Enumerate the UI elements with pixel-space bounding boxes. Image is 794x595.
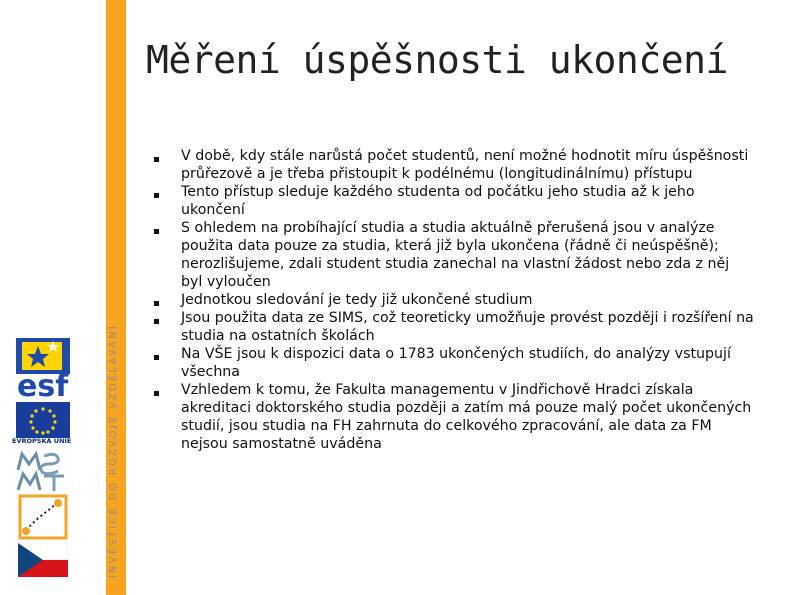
bullet-text: V době, kdy stále narůstá počet studentů, není možné hodnotit míru úspěšnosti průřezově a je třeba přistoupit k podélnému (longitudinálnímu) přístupu bbox=[181, 148, 749, 182]
bullet-text: S ohledem na probíhající studia a studia aktuálně přerušená jsou v analýze použita data pouze za studia, která již byla ukončena (řádně či neúspěšně); nerozlišujeme, zdali student studia zanechal na vlastní žádost nebo zda z něj byl vyloučen bbox=[181, 220, 730, 290]
msmt-logo bbox=[14, 450, 70, 492]
list-item bbox=[154, 309, 754, 345]
esf-logo bbox=[16, 338, 70, 398]
bullet-square-icon bbox=[154, 355, 159, 360]
list-item bbox=[154, 345, 754, 381]
bullet-text: Jsou použita data ze SIMS, což teoreticky umožňuje provést později i rozšíření na studia na ostatních školách bbox=[181, 310, 754, 344]
bullet-text: Vzhledem k tomu, že Fakulta managementu v Jindřichově Hradci získala akreditaci doktorského studia později a zatím má pouze malý počet ukončených studií, jsou studia na FH zahrnuta do celkového zpracování, ale data za FM nejsou samostatně uváděna bbox=[181, 382, 752, 452]
bullet-square-icon bbox=[154, 157, 159, 162]
op-program-logo bbox=[18, 494, 68, 540]
svg-text:esf: esf bbox=[17, 369, 69, 398]
bullet-text: Jednotkou sledování je tedy již ukončené studium bbox=[181, 292, 533, 308]
bullet-text: Tento přístup sleduje každého studenta od počátku jeho studia až k jeho ukončení bbox=[181, 184, 695, 218]
list-item bbox=[154, 219, 754, 291]
eu-flag-icon bbox=[16, 402, 70, 438]
list-item bbox=[154, 147, 754, 183]
bullet-list bbox=[154, 147, 754, 453]
bullet-text: Na VŠE jsou k dispozici data o 1783 ukončených studiích, do analýzy vstupují všechna bbox=[181, 346, 731, 380]
bullet-square-icon bbox=[154, 319, 159, 324]
slide-title: Měření úspěšnosti ukončení bbox=[146, 38, 728, 82]
bullet-square-icon bbox=[154, 193, 159, 198]
list-item bbox=[154, 183, 754, 219]
czech-flag-icon bbox=[18, 543, 68, 577]
bullet-square-icon bbox=[154, 301, 159, 306]
eu-label: EVROPSKÁ UNIE bbox=[12, 437, 72, 445]
vertical-caption: INVESTICE DO ROZVOJE VZDĚLÁVÁNÍ bbox=[108, 323, 119, 578]
bullet-square-icon bbox=[154, 229, 159, 234]
list-item bbox=[154, 291, 754, 309]
bullet-square-icon bbox=[154, 391, 159, 396]
list-item bbox=[154, 381, 754, 453]
